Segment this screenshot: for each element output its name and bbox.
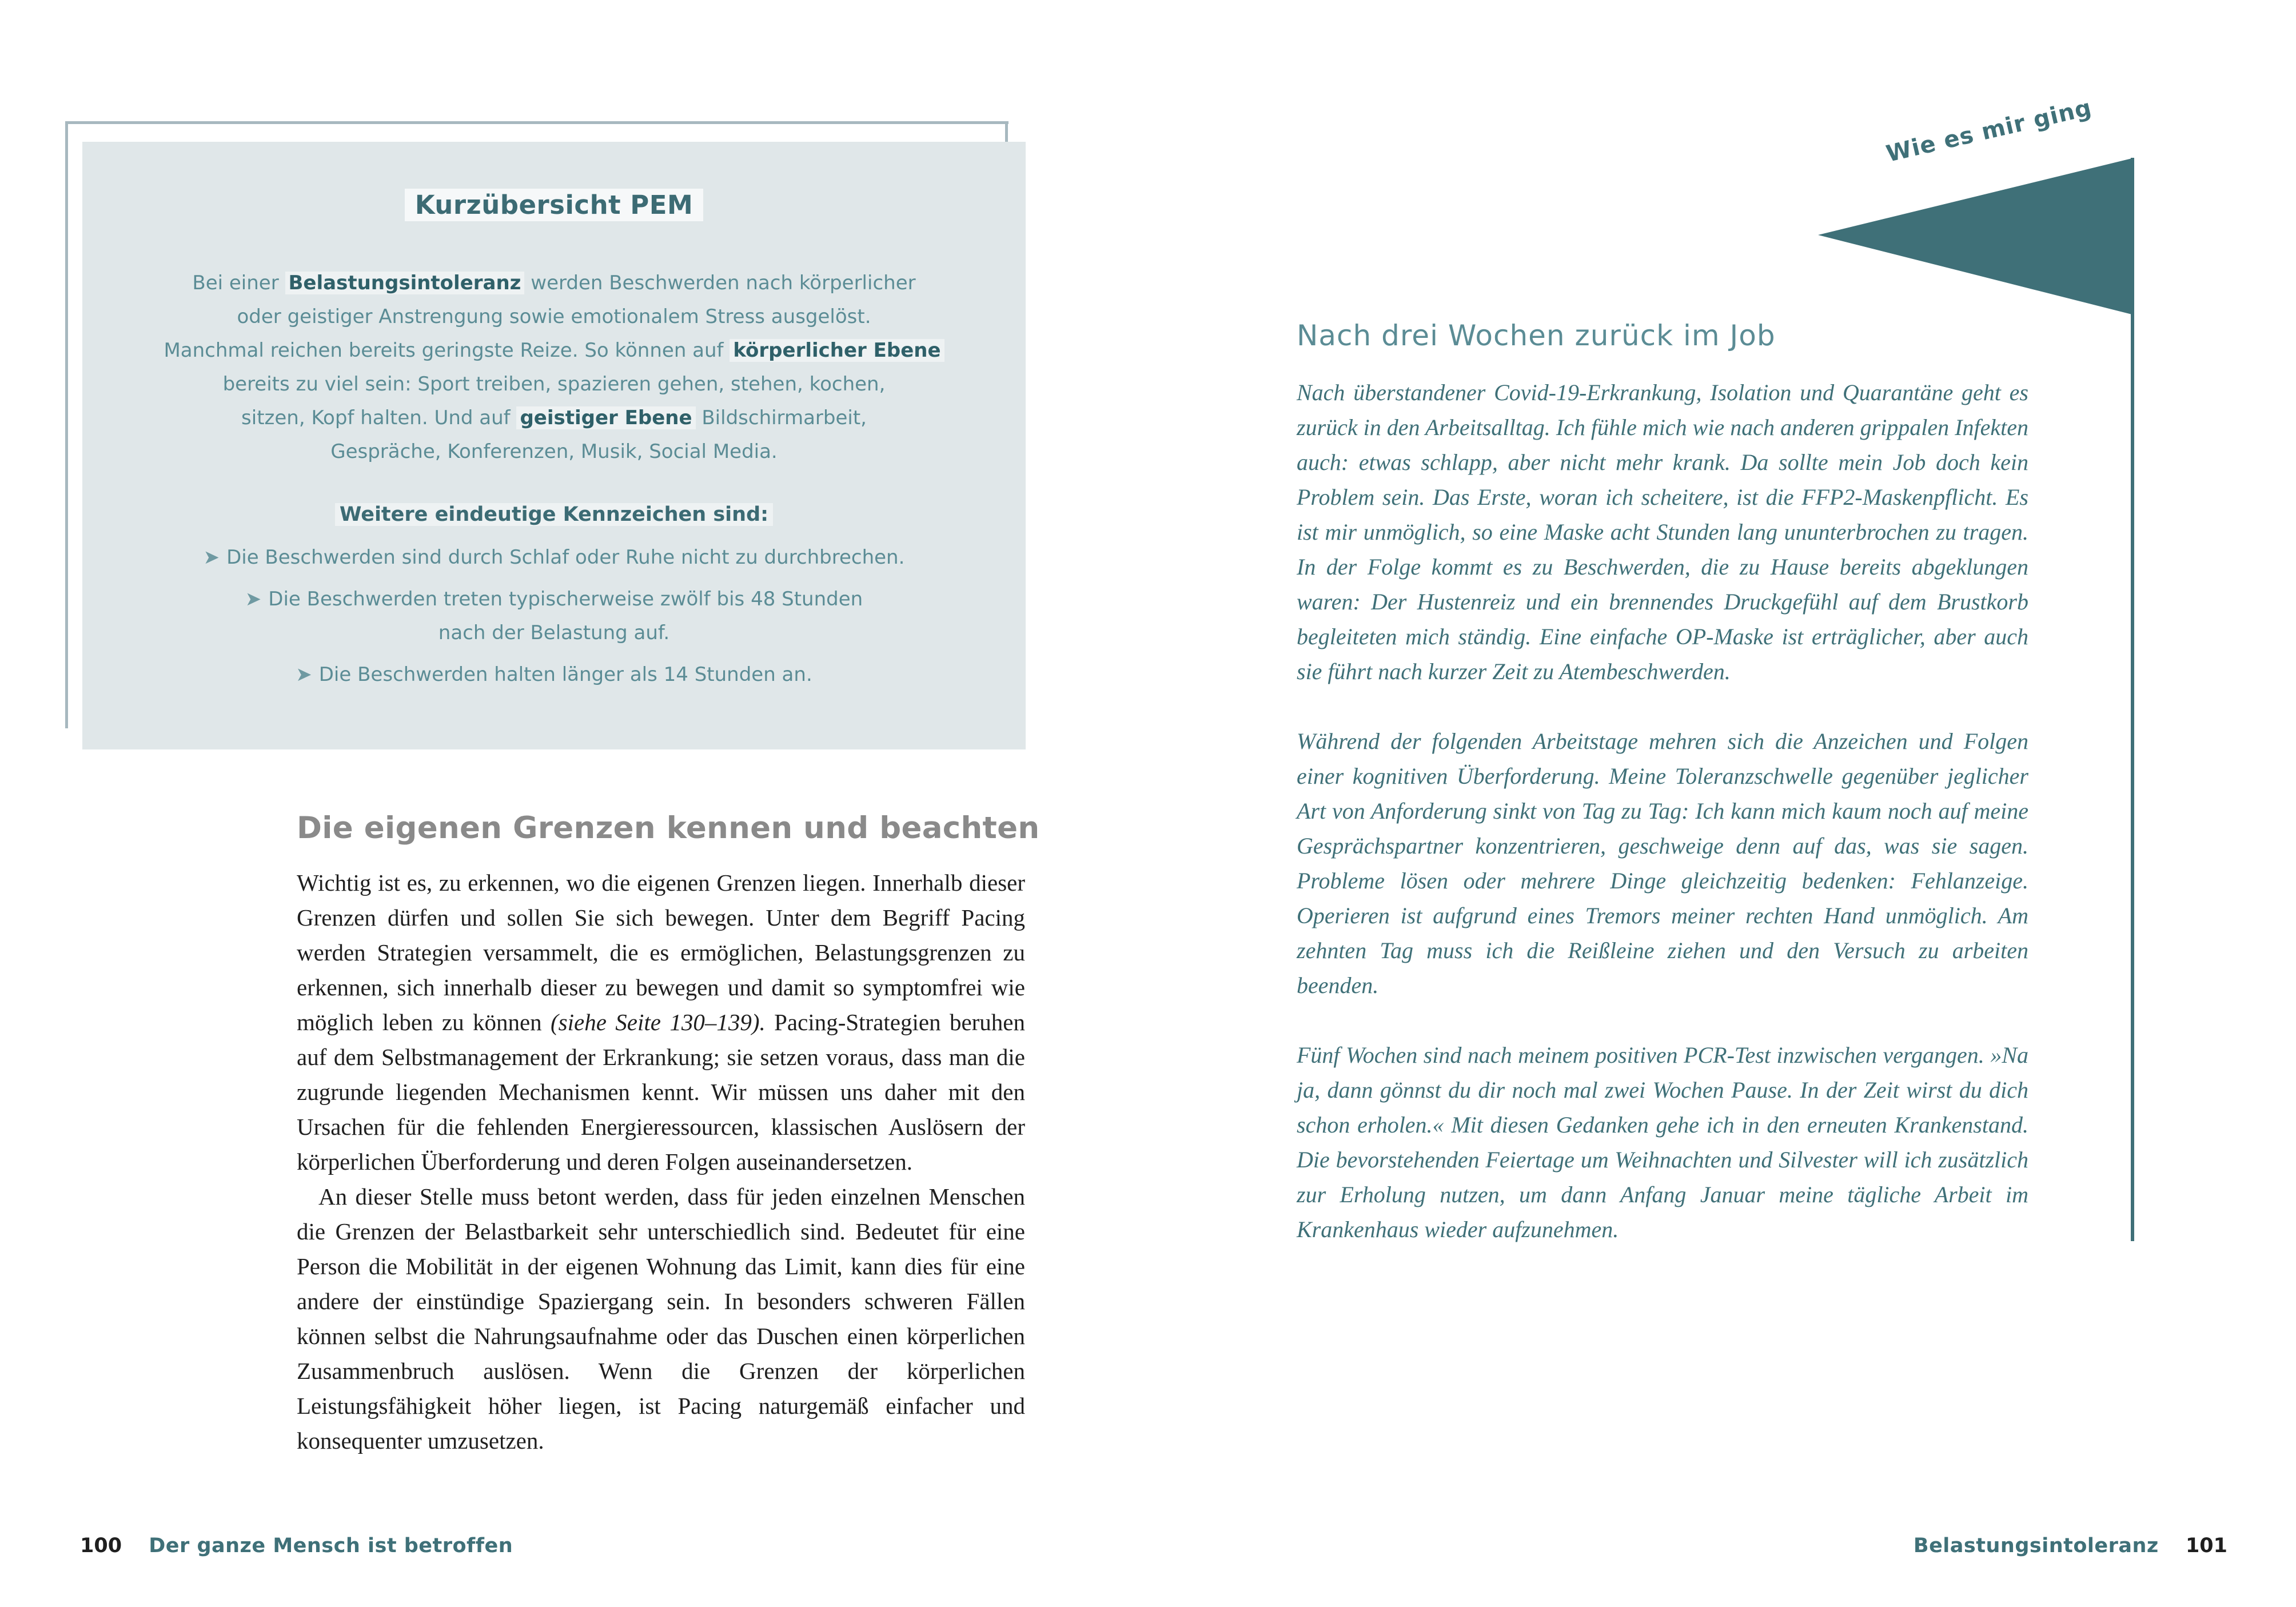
pem-line-6: Gespräche, Konferenzen, Musik, Social Media. xyxy=(330,440,778,463)
section-paragraph-2: An dieser Stelle muss betont werden, dass für jeden einzelnen Menschen die Grenzen der Belastbarkeit sehr unterschiedlich sind. Bedeutet für eine Person die Mobilität in der eigenen Wohnung das Limit, kann dies für eine andere der einstündige Spaziergang sein. In besonders schweren Fällen können selbst die Nahrungsaufnahme oder das Duschen einen körperlichen Zusammenbruch auslösen. Wenn die Grenzen der körperlichen Leistungsfähigkeit höher liegen, ist Pacing naturgemäß einfacher und konsequenter umzusetzen. xyxy=(297,1183,1025,1454)
pem-subheading: Weitere eindeutige Kennzeichen sind: xyxy=(335,503,773,526)
experience-paragraph: Nach überstandener Covid-19-Erkrankung, Isolation und Quarantäne geht es zurück in den Arbeitsalltag. Ich fühle mich wie nach anderen grippalen Infekten auch: etwas schlapp, aber nicht mehr krank. Da sollte mein Job doch kein Problem sein. Das Erste, woran ich scheitere, ist die FFP2-Maskenpflicht. Es ist mir unmöglich, so eine Maske acht Stunden lang ununterbrochen zu tragen. In der Folge kommt es zu Beschwerden, die zu Hause bereits abgeklungen waren: Der Hustenreiz und ein brennendes Druckgefühl auf dem Brustkorb begleiteten mich ständig. Eine einfache OP-Maske ist erträglicher, aber auch sie führt nach kurzer Zeit zu Atembeschwerden. xyxy=(1297,380,2028,684)
pem-box-title-wrap xyxy=(82,189,1026,221)
pem-line-1-post: werden Beschwerden nach körperlicher xyxy=(531,272,916,294)
pem-bullet-text-continued: nach der Belastung auf. xyxy=(438,621,670,644)
pem-line-3 xyxy=(82,334,1026,368)
section-paragraph-1 xyxy=(297,866,1025,1179)
pem-line-5-pre: sitzen, Kopf halten. Und auf xyxy=(241,406,511,429)
right-footer xyxy=(1914,1534,2227,1557)
pem-line-5-post: Bildschirmarbeit, xyxy=(701,406,867,429)
pem-bullet-list xyxy=(82,541,1026,700)
pem-line-1 xyxy=(82,266,1026,300)
pem-line-3-pre: Manchmal reichen bereits geringste Reize. So können auf xyxy=(164,339,724,362)
pem-line-1-pre: Bei einer xyxy=(192,272,279,294)
pem-line-5 xyxy=(82,401,1026,435)
running-head-right: Belastungsintoleranz xyxy=(1913,1534,2159,1557)
arrow-bullet-icon: ➤ xyxy=(203,546,220,569)
pem-highlight-koerperliche-ebene: körperlicher Ebene xyxy=(730,339,944,362)
pem-bullet-item xyxy=(82,541,1026,575)
page-reference: (siehe Seite 130–139). xyxy=(551,1009,766,1035)
experience-paragraph: Fünf Wochen sind nach meinem positiven PCR-Test inzwischen vergangen. »Na ja, dann gönnst du dir noch mal zwei Wochen Pause. In der Zeit wirst du dich schon erholen.« Mit diesen Gedanken gehe ich in den erneuten Krankenstand. Die bevorstehenden Feiertage um Weihnachten und Silvester will ich zusätzlich zur Erholung nutzen, um dann Anfang Januar meine tägliche Arbeit im Krankenhaus wieder aufzunehmen. xyxy=(1297,1042,2028,1242)
section-heading: Die eigenen Grenzen kennen und beachten xyxy=(297,811,1040,846)
page-number-right: 101 xyxy=(2185,1534,2227,1557)
pennant-flag-icon xyxy=(1818,158,2134,315)
arrow-bullet-icon: ➤ xyxy=(296,663,312,686)
pem-line-4: bereits zu viel sein: Sport treiben, spazieren gehen, stehen, kochen, xyxy=(222,373,886,396)
experience-paragraph: Während der folgenden Arbeitstage mehren sich die Anzeichen und Folgen einer kognitiven Überforderung. Meine Toleranzschwelle gegenüber jeglicher Art von Anforderung sinkt von Tag zu Tag: Ich kann mich kaum noch auf meine Gesprächspartner konzentrieren, geschweige denn auf das, was sie sagen. Probleme lösen oder mehrere Dinge gleichzeitig bedenken: Fehlanzeige. Operieren ist aufgrund eines Tremors meiner rechten Hand unmöglich. Am zehnten Tag muss ich die Reißleine ziehen und den Versuch zu arbeiten beenden. xyxy=(1297,728,2028,998)
pem-highlight-geistige-ebene: geistiger Ebene xyxy=(516,406,695,429)
running-head-left: Der ganze Mensch ist betroffen xyxy=(149,1534,513,1557)
pem-box-frame-corner xyxy=(1005,121,1008,144)
flag-pole-line xyxy=(2131,158,2134,1241)
left-footer xyxy=(80,1534,513,1557)
pem-box-title: Kurzübersicht PEM xyxy=(405,189,704,221)
arrow-bullet-icon: ➤ xyxy=(245,588,262,611)
pem-bullet-text: Die Beschwerden sind durch Schlaf oder Ruhe nicht zu durchbrechen. xyxy=(226,546,905,569)
pem-highlight-belastungsintoleranz: Belastungsintoleranz xyxy=(285,272,525,294)
flag-label: Wie es mir ging xyxy=(1884,94,2095,168)
pem-bullet-text: Die Beschwerden treten typischerweise zwölf bis 48 Stunden xyxy=(268,588,863,611)
experience-body xyxy=(1297,375,2028,1282)
experience-heading: Nach drei Wochen zurück im Job xyxy=(1297,319,1776,352)
pem-bullet-text: Die Beschwerden halten länger als 14 Stunden an. xyxy=(318,663,812,686)
pem-box-body xyxy=(82,266,1026,469)
section-body xyxy=(297,866,1025,1458)
pem-line-2: oder geistiger Anstrengung sowie emotionalem Stress ausgelöst. xyxy=(237,305,871,328)
page-number-left: 100 xyxy=(80,1534,122,1557)
pem-overview-box xyxy=(82,142,1026,749)
pem-bullet-item xyxy=(82,658,1026,692)
section-paragraph-1-part-b: Pacing-Strategien beruhen auf dem Selbstmanagement der Erkrankung; sie setzen voraus, dass man die zugrunde liegenden Mechanismen kennt. Wir müssen uns daher mit den Ursachen für die fehlenden Energieressourcen, klassischen Auslösern der körperlichen Überforderung und deren Folgen auseinandersetzen. xyxy=(297,1009,1026,1175)
pem-bullet-item xyxy=(82,583,1026,650)
pem-subheading-wrap xyxy=(82,503,1026,526)
section-paragraph-1-part-a: Wichtig ist es, zu erkennen, wo die eigenen Grenzen liegen. Innerhalb dieser Grenzen dürfen und sollen Sie sich bewegen. Unter dem Begriff Pacing werden Strategien versammelt, die es ermöglichen, Belastungsgrenzen zu erkennen, sich innerhalb dieser zu bewegen und damit so symptomfrei wie möglich leben zu können xyxy=(297,870,1025,1035)
